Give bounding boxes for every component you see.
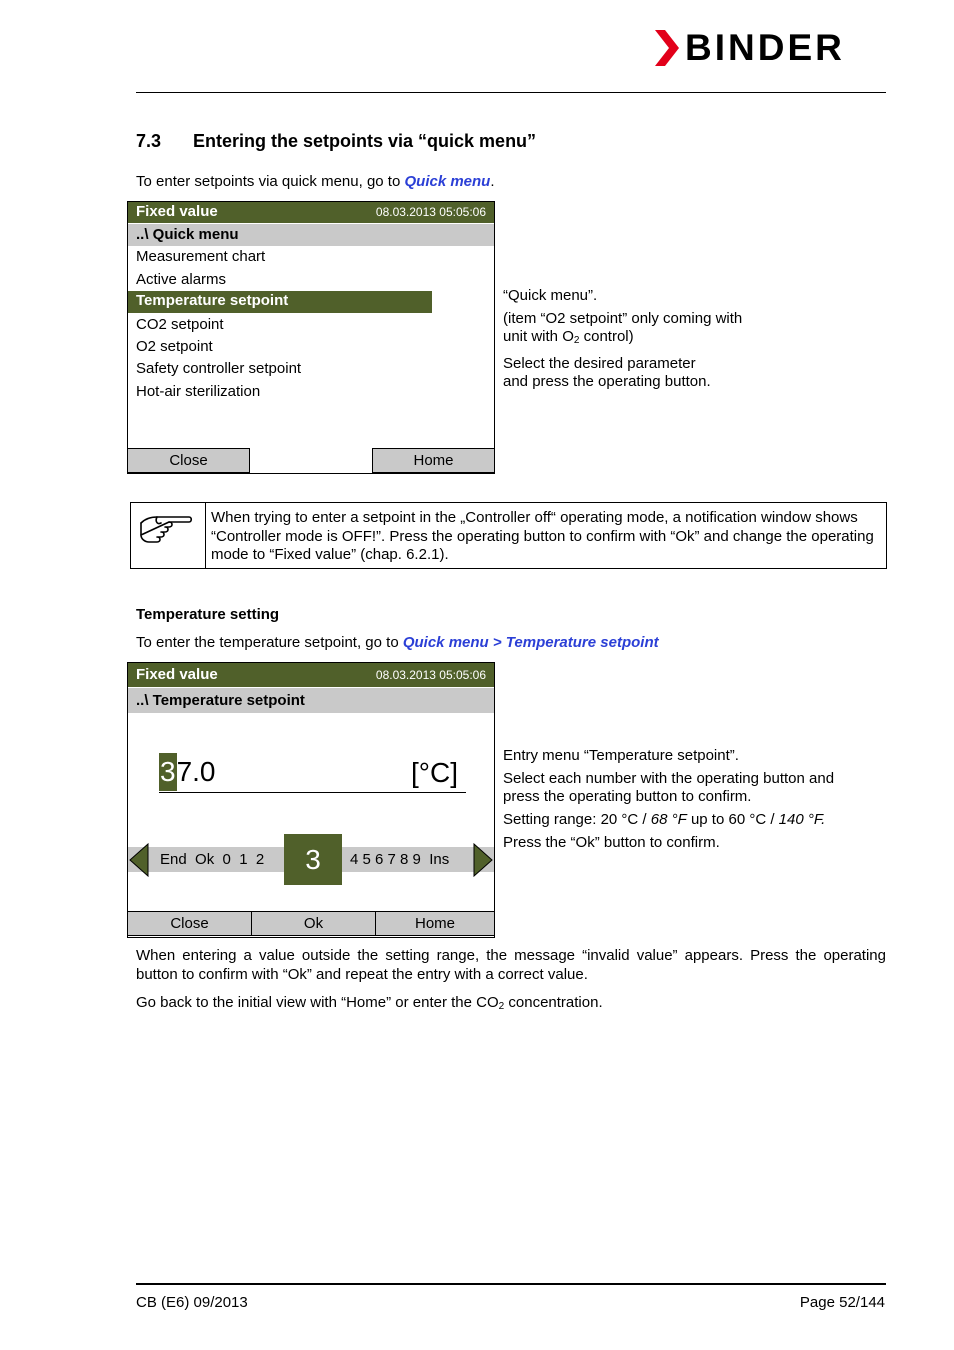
close-button[interactable]: Close xyxy=(127,448,250,473)
note-box xyxy=(130,502,887,569)
mode-title: Fixed value xyxy=(136,203,218,220)
o2-subscript: 2 xyxy=(573,335,580,346)
go-back-text: Go back to the initial view with “Home” or enter the CO xyxy=(136,994,499,1011)
menu-item-hot-air-sterilization[interactable]: Hot-air sterilization xyxy=(136,383,261,400)
digit-keys-left[interactable]: End Ok 0 1 2 xyxy=(160,851,265,868)
menu-item-active-alarms[interactable]: Active alarms xyxy=(136,271,227,288)
section-number: 7.3 xyxy=(136,131,162,151)
o2-note-line1: (item “O2 setpoint” only coming with xyxy=(503,310,743,327)
range-d: 140 °F. xyxy=(778,811,826,828)
quick-menu-link[interactable]: Quick menu xyxy=(404,173,491,190)
note-icon-cell xyxy=(131,503,206,568)
section-title: Entering the setpoints via “quick menu” xyxy=(193,131,537,151)
temperature-intro xyxy=(136,634,659,651)
footer-rule xyxy=(136,1283,886,1285)
range-b: 68 °F xyxy=(650,811,687,828)
quick-menu-description xyxy=(503,287,883,396)
selected-digit[interactable]: 3 xyxy=(284,834,342,885)
desc-confirm: Press the “Ok” button to confirm. xyxy=(503,834,720,851)
breadcrumb: ..\ Temperature setpoint xyxy=(128,688,494,713)
o2-note-end: control) xyxy=(579,328,634,345)
menu-item-temperature-setpoint[interactable]: Temperature setpoint xyxy=(128,291,432,313)
home-button[interactable]: Home xyxy=(375,911,495,936)
value-cursor-digit: 3 xyxy=(159,753,177,791)
value-rest: 7.0 xyxy=(176,756,216,787)
datetime: 08.03.2013 05:05:06 xyxy=(375,205,486,219)
menu-item-measurement-chart[interactable]: Measurement chart xyxy=(136,248,266,265)
footer-doc-id: CB (E6) 09/2013 xyxy=(136,1294,248,1311)
value-display[interactable] xyxy=(159,753,216,791)
temperature-description xyxy=(503,747,863,857)
binder-logo-mark xyxy=(655,30,681,66)
o2-note-line2: unit with O xyxy=(503,328,574,345)
ok-button[interactable]: Ok xyxy=(251,911,376,936)
co2-subscript: 2 xyxy=(498,1001,505,1012)
datetime: 08.03.2013 05:05:06 xyxy=(375,668,486,682)
breadcrumb: ..\ Quick menu xyxy=(128,224,494,246)
desc-title: “Quick menu”. xyxy=(503,287,598,304)
close-button[interactable]: Close xyxy=(127,911,252,936)
go-back-paragraph xyxy=(136,994,603,1012)
desc-o2-note xyxy=(503,310,883,350)
screen-header xyxy=(128,202,494,223)
desc-select: Select each number with the operating button and press the operating button to confirm. xyxy=(503,770,835,805)
pointing-hand-icon xyxy=(137,509,197,549)
go-back-end: concentration. xyxy=(504,994,603,1011)
range-c: up to 60 °C / xyxy=(686,811,779,828)
desc-instruction xyxy=(503,355,883,391)
desc-title: Entry menu “Temperature setpoint”. xyxy=(503,747,739,764)
section-intro xyxy=(136,173,495,190)
quick-menu-screen xyxy=(127,201,495,474)
value-underline xyxy=(159,792,466,793)
note-text: When trying to enter a setpoint in the „Controller off“ operating mode, a notification window shows “Controller mode is OFF!”. Press the operating button to confirm with “Ok” and change the operating mode to “Fixed value” (chap. 6.2.1). xyxy=(211,509,874,563)
digit-keys-right[interactable]: 4 5 6 7 8 9 Ins xyxy=(350,851,450,868)
temperature-setpoint-link[interactable]: Quick menu > Temperature setpoint xyxy=(402,634,659,651)
mode-title: Fixed value xyxy=(136,666,218,683)
home-button[interactable]: Home xyxy=(372,448,495,473)
menu-item-o2-setpoint[interactable]: O2 setpoint xyxy=(136,338,213,355)
instruction-line2: and press the operating button. xyxy=(503,373,711,390)
intro-text: To enter setpoints via quick menu, go to xyxy=(136,173,405,190)
screen-header xyxy=(128,663,494,687)
arrow-left-icon[interactable] xyxy=(128,843,150,877)
header-rule xyxy=(136,92,886,93)
logo-text: BINDER xyxy=(685,27,845,68)
binder-logo xyxy=(655,27,887,68)
intro-suffix: . xyxy=(490,173,495,190)
menu-item-co2-setpoint[interactable]: CO2 setpoint xyxy=(136,316,224,333)
instruction-line1: Select the desired parameter xyxy=(503,355,696,372)
temperature-heading: Temperature setting xyxy=(136,606,280,623)
desc-range xyxy=(503,811,863,829)
menu-item-safety-controller-setpoint[interactable]: Safety controller setpoint xyxy=(136,360,302,377)
invalid-value-paragraph: When entering a value outside the setting range, the message “invalid value” appears. Press the operating button to confirm with “Ok” and repeat the entry with a correct value. xyxy=(136,947,886,983)
temperature-intro-text: To enter the temperature setpoint, go to xyxy=(136,634,403,651)
unit-label: [°C] xyxy=(411,757,458,788)
temperature-setpoint-screen xyxy=(127,662,495,938)
arrow-right-icon[interactable] xyxy=(472,843,494,877)
range-a: Setting range: 20 °C / xyxy=(503,811,651,828)
footer-page-number: Page 52/144 xyxy=(799,1294,885,1311)
